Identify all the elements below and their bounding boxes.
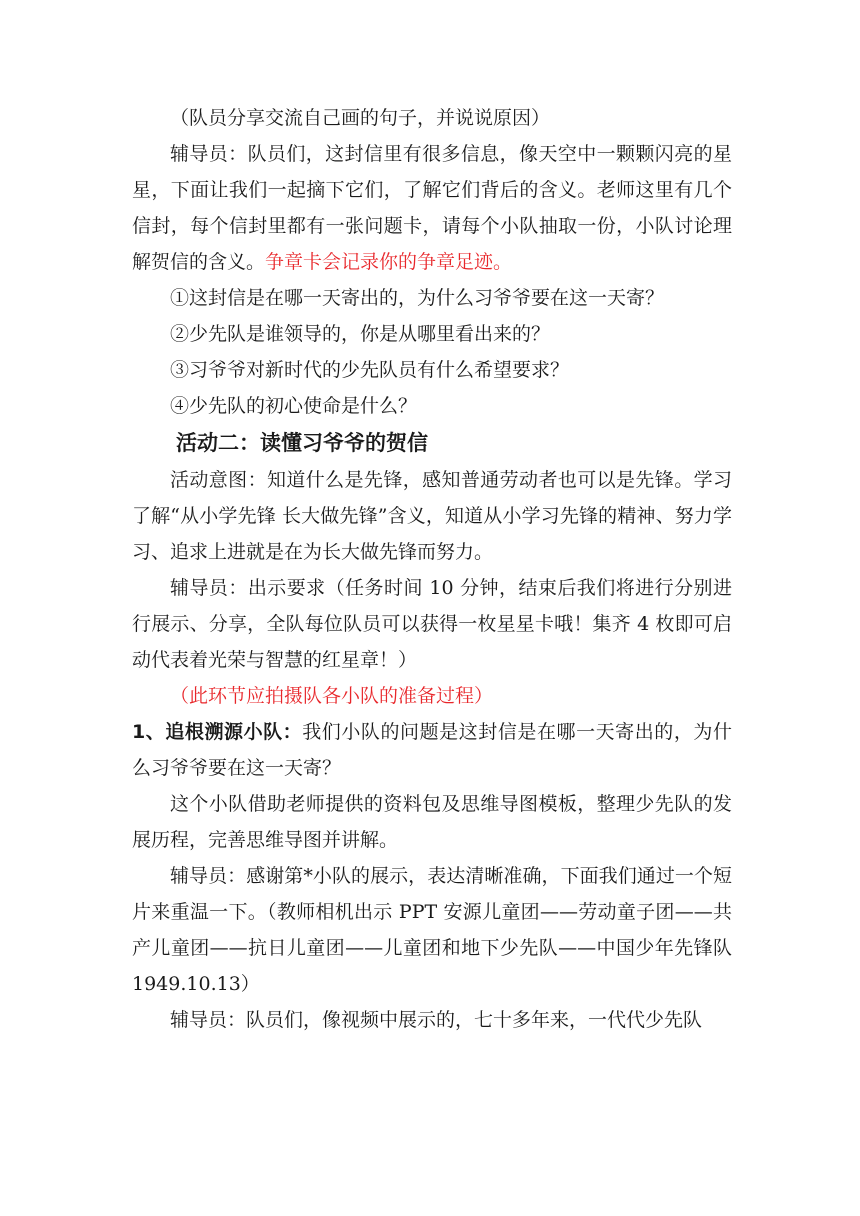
paragraph-counselor-thanks: 辅导员：感谢第*小队的展示，表达清晰准确，下面我们通过一个短片来重温一下。（教师相机出示 PPT 安源儿童团——劳动童子团——共产儿童团——抗日儿童团——儿童团和地下少先队——中国少年先锋队 1949.10.13） bbox=[132, 865, 732, 995]
photo-note: （此环节应拍摄队各小队的准备过程） bbox=[170, 685, 494, 707]
question-4: ④少先队的初心使命是什么？ bbox=[170, 395, 418, 417]
question-1: ①这封信是在哪一天寄出的，为什么习爷爷要在这一天寄？ bbox=[170, 287, 665, 309]
paragraph-team-1-method: 这个小队借助老师提供的资料包及思维导图模板，整理少先队的发展历程，完善思维导图并讲解。 bbox=[132, 793, 732, 851]
paragraph-counselor-intro bbox=[132, 136, 732, 280]
paragraph-requirements: 辅导员：出示要求（任务时间 10 分钟，结束后我们将进行分别进行展示、分享，全队每位队员可以获得一枚星星卡哦！集齐 4 枚即可启动代表着光荣与智慧的红星章！） bbox=[132, 577, 732, 671]
document-page bbox=[132, 100, 732, 1038]
paragraph-counselor-video: 辅导员：队员们，像视频中展示的，七十多年来，一代代少先队 bbox=[170, 1009, 703, 1031]
paragraph-activity-intent: 活动意图：知道什么是先锋，感知普通劳动者也可以是先锋。学习了解“从小学先锋 长大做先锋”含义，知道从小学习先锋的精神、努力学习、追求上进就是在为长大做先锋而努力。 bbox=[132, 469, 732, 563]
badge-card-note: 争章卡会记录你的争章足迹。 bbox=[265, 251, 513, 273]
question-2: ②少先队是谁领导的，你是从哪里看出来的？ bbox=[170, 323, 551, 345]
paragraph-team-1 bbox=[132, 714, 732, 786]
team-1-question: 我们小队的问题是这封信是在哪一天寄出的，为什么习爷爷要在这一天寄？ bbox=[132, 721, 732, 779]
section-heading-activity-2: 活动二：读懂习爷爷的贺信 bbox=[176, 431, 428, 455]
counselor-intro-text: 辅导员：队员们，这封信里有很多信息，像天空中一颗颗闪亮的星星，下面让我们一起摘下它们，了解它们背后的含义。老师这里有几个信封，每个信封里都有一张问题卡，请每个小队抽取一份，小队讨论理解贺信的含义。 bbox=[132, 143, 732, 273]
paragraph-share: （队员分享交流自己画的句子，并说说原因） bbox=[170, 107, 551, 129]
question-3: ③习爷爷对新时代的少先队员有什么希望要求？ bbox=[170, 359, 570, 381]
team-1-label: 1、追根溯源小队： bbox=[132, 721, 303, 743]
